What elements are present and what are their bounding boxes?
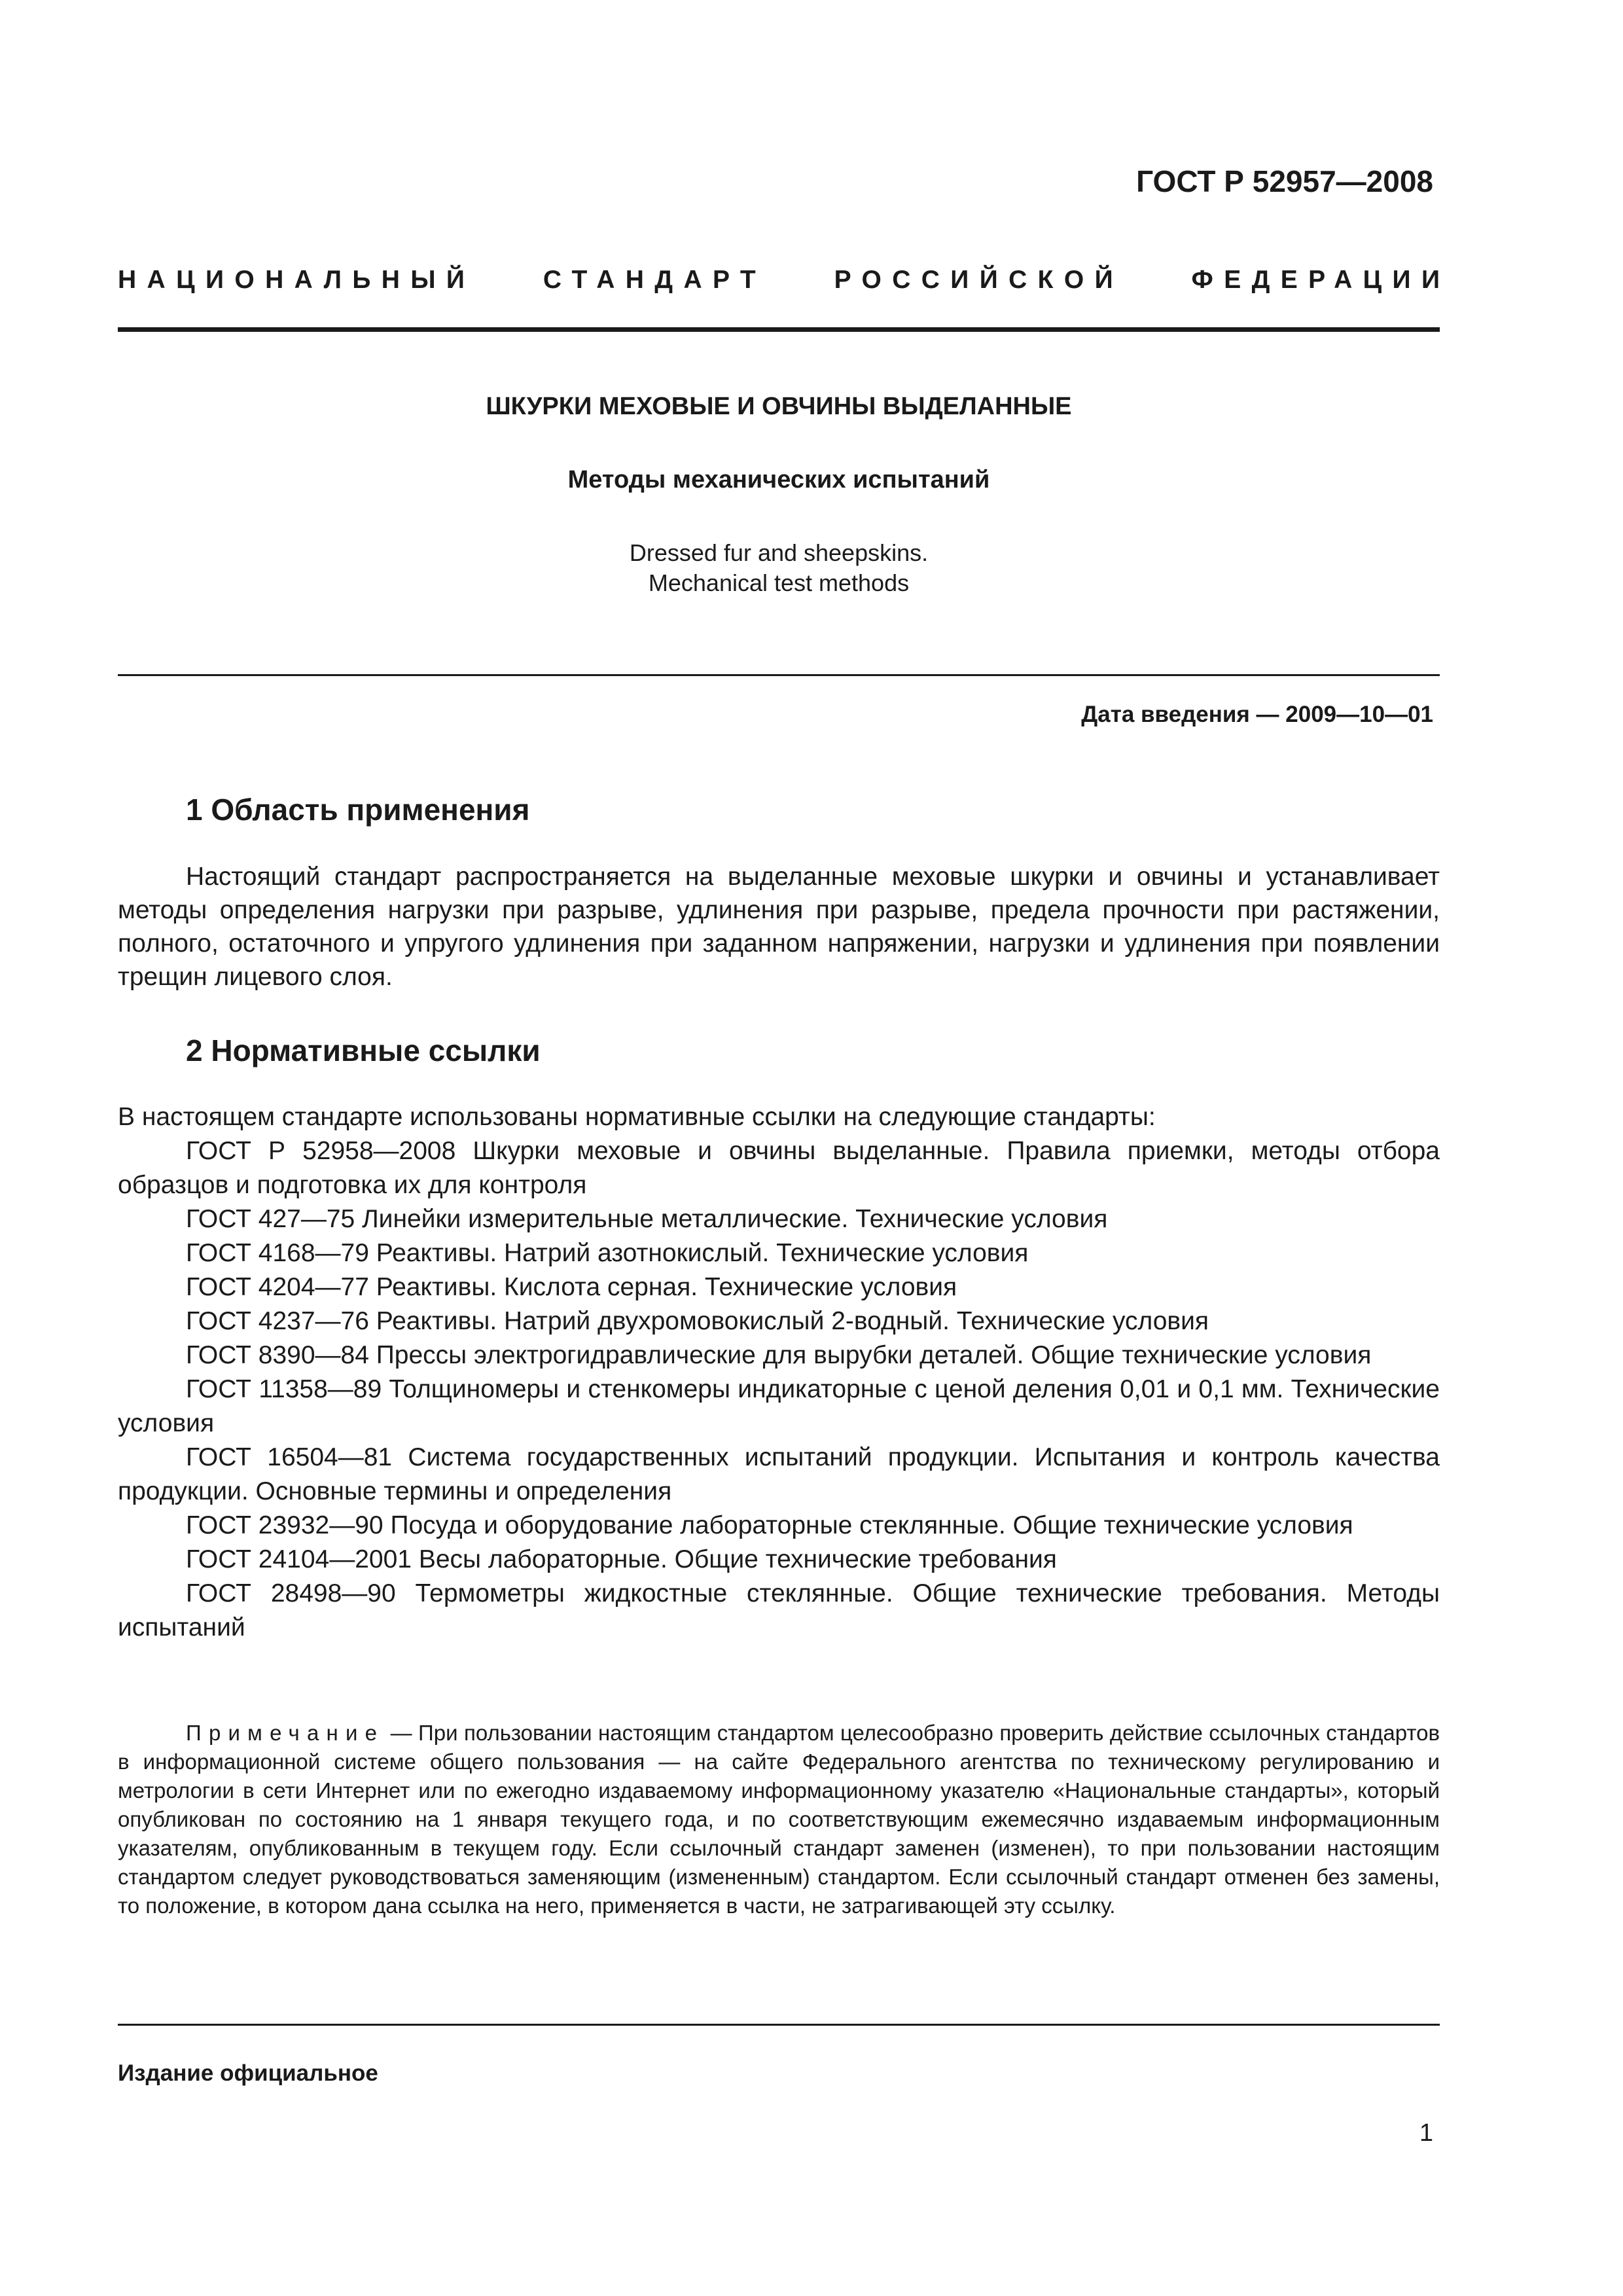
reference-item: ГОСТ 16504—81 Система государственных испытаний продукции. Испытания и контроль качества продукции. Основные термины и определения bbox=[118, 1443, 1440, 1505]
introduction-date: Дата введения — 2009—10—01 bbox=[1081, 702, 1433, 727]
banner-word: НАЦИОНАЛЬНЫЙ bbox=[118, 266, 476, 294]
reference-item: ГОСТ 28498—90 Термометры жидкостные стеклянные. Общие технические требования. Методы испытаний bbox=[118, 1579, 1440, 1641]
note-label: Примечание bbox=[186, 1721, 385, 1745]
banner-word: СТАНДАРТ bbox=[543, 266, 767, 294]
english-title-line: Mechanical test methods bbox=[648, 569, 910, 596]
document-subtitle: Методы механических испытаний bbox=[567, 466, 990, 493]
section-heading-scope: 1 Область применения bbox=[186, 793, 530, 827]
references-list bbox=[118, 1100, 1440, 1645]
reference-item: ГОСТ 11358—89 Толщиномеры и стенкомеры индикаторные с ценой деления 0,01 и 0,1 мм. Технические условия bbox=[118, 1375, 1440, 1437]
official-edition-label: Издание официальное bbox=[118, 2060, 378, 2086]
header-rule bbox=[118, 327, 1440, 332]
note-paragraph bbox=[118, 1719, 1440, 1920]
english-title-line: Dressed fur and sheepskins. bbox=[629, 539, 929, 566]
reference-item: ГОСТ 4204—77 Реактивы. Кислота серная. Технические условия bbox=[186, 1273, 957, 1301]
reference-item: ГОСТ 8390—84 Прессы электрогидравлические для вырубки деталей. Общие технические условия bbox=[186, 1341, 1372, 1369]
standard-code: ГОСТ Р 52957—2008 bbox=[1136, 164, 1433, 198]
reference-item: ГОСТ Р 52958—2008 Шкурки меховые и овчины выделанные. Правила приемки, методы отбора образцов и подготовка их для контроля bbox=[118, 1137, 1440, 1199]
section-heading-references: 2 Нормативные ссылки bbox=[186, 1033, 541, 1067]
reference-item: ГОСТ 23932—90 Посуда и оборудование лабораторные стеклянные. Общие технические условия bbox=[186, 1511, 1353, 1539]
references-intro: В настоящем стандарте использованы нормативные ссылки на следующие стандарты: bbox=[118, 1103, 1156, 1131]
page-number: 1 bbox=[1419, 2119, 1433, 2147]
banner-word: РОССИЙСКОЙ bbox=[834, 266, 1124, 294]
note-text: — При пользовании настоящим стандартом целесообразно проверить действие ссылочных стандартов в информационной системе общего пользования — на сайте Федерального агентства по техническому регулированию и метрологии в сети Интернет или по ежегодно издаваемому информационному указателю «Национальные стандарты», который опубликован по состоянию на 1 января текущего года, и по соответствующим ежемесячно издаваемым информационным указателям, опубликованным в текущем году. Если ссылочный стандарт заменен (изменен), то при пользовании настоящим стандартом следует руководствоваться заменяющим (измененным) стандартом. Если ссылочный стандарт отменен без замены, то положение, в котором дана ссылка на него, применяется в части, не затрагивающей эту ссылку. bbox=[118, 1721, 1440, 1918]
reference-item: ГОСТ 24104—2001 Весы лабораторные. Общие технические требования bbox=[186, 1545, 1057, 1573]
banner-word: ФЕДЕРАЦИИ bbox=[1191, 266, 1451, 294]
scope-paragraph: Настоящий стандарт распространяется на выделанные меховые шкурки и овчины и устанавливает методы определения нагрузки при разрыве, удлинения при разрыве, предела прочности при растяжении, полного, остаточного и упругого удлинения при заданном напряжении, нагрузки и удлинения при появлении трещин лицевого слоя. bbox=[118, 863, 1440, 991]
reference-item: ГОСТ 4237—76 Реактивы. Натрий двухромовокислый 2-водный. Технические условия bbox=[186, 1307, 1209, 1335]
reference-item: ГОСТ 427—75 Линейки измерительные металлические. Технические условия bbox=[186, 1205, 1108, 1233]
footer-rule bbox=[118, 2024, 1440, 2026]
national-standard-banner bbox=[118, 266, 1451, 295]
document-title: ШКУРКИ МЕХОВЫЕ И ОВЧИНЫ ВЫДЕЛАННЫЕ bbox=[486, 393, 1072, 420]
reference-item: ГОСТ 4168—79 Реактивы. Натрий азотнокислый. Технические условия bbox=[186, 1239, 1029, 1267]
title-rule bbox=[118, 674, 1440, 676]
english-title bbox=[118, 538, 1440, 598]
